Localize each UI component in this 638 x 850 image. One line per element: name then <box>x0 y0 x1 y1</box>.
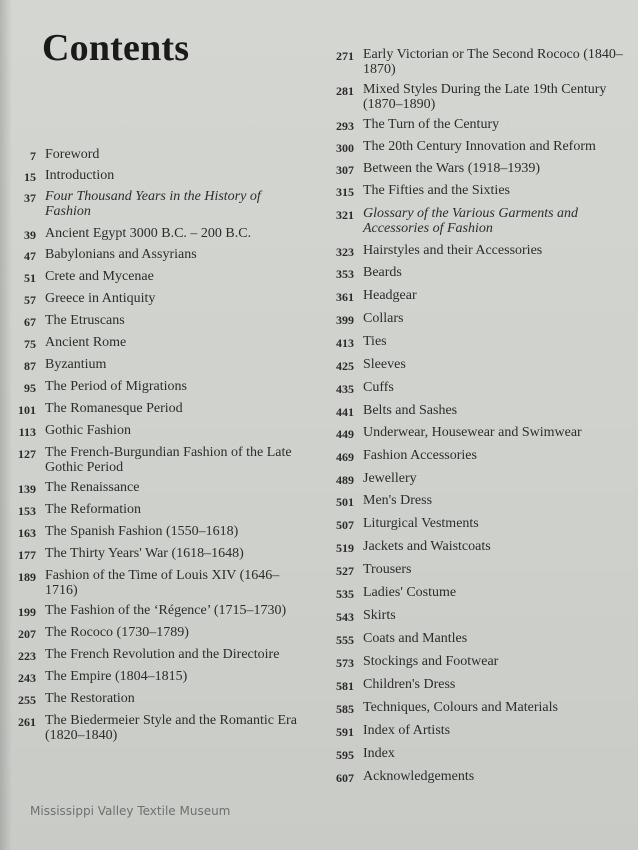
toc-entry-title: Hairstyles and their Accessories <box>363 243 543 258</box>
toc-entry-title: Byzantium <box>45 357 107 372</box>
toc-page-number: 47 <box>24 249 36 263</box>
toc-entry-title: Men's Dress <box>363 493 433 508</box>
toc-entry <box>318 380 634 397</box>
toc-entry-title: The Thirty Years' War (1618–1648) <box>45 546 244 561</box>
toc-entry-title: Foreword <box>45 147 100 162</box>
toc-entry-title: Children's Dress <box>363 677 456 692</box>
toc-entry-title: Fashion Accessories <box>363 448 477 463</box>
toc-entry-title: Skirts <box>363 608 396 623</box>
toc-entry <box>318 334 634 351</box>
toc-entry <box>0 226 300 243</box>
toc-page-number: 543 <box>336 610 354 624</box>
toc-page-number: 139 <box>18 482 36 496</box>
toc-page-number: 321 <box>336 208 354 222</box>
toc-entry-title: Coats and Mantles <box>363 631 468 646</box>
toc-entry-title: The Rococo (1730–1789) <box>45 625 189 640</box>
toc-entry-title: Introduction <box>45 168 115 183</box>
toc-page-number: 271 <box>336 49 354 63</box>
toc-entry-title: The Renaissance <box>45 480 140 495</box>
toc-page-number: 163 <box>18 526 36 540</box>
toc-entry <box>0 379 300 396</box>
toc-page-number: 535 <box>336 587 354 601</box>
toc-entry <box>318 403 634 420</box>
toc-page-number: 223 <box>18 649 36 663</box>
toc-page-number: 51 <box>24 271 36 285</box>
toc-page-number: 153 <box>18 504 36 518</box>
toc-entry-title: Crete and Mycenae <box>45 269 154 284</box>
toc-entry <box>318 631 634 648</box>
contents-column-left <box>0 147 300 743</box>
toc-entry <box>318 357 634 374</box>
toc-entry <box>0 546 300 563</box>
toc-entry <box>0 423 300 440</box>
toc-page-number: 37 <box>24 191 36 205</box>
watermark-caption: Mississippi Valley Textile Museum <box>30 804 231 818</box>
toc-entry-title: Ancient Egypt 3000 B.C. – 200 B.C. <box>45 226 252 241</box>
toc-page-number: 255 <box>18 693 36 707</box>
toc-page-number: 573 <box>336 656 354 670</box>
toc-entry <box>0 625 300 642</box>
toc-entry-title: The Fifties and the Sixties <box>363 183 510 198</box>
toc-entry-title: The Romanesque Period <box>45 401 183 416</box>
toc-page-number: 307 <box>336 163 354 177</box>
toc-page-number: 7 <box>30 149 36 163</box>
toc-page-number: 57 <box>24 293 36 307</box>
toc-entry-title: Between the Wars (1918–1939) <box>363 161 541 176</box>
toc-entry-title: Liturgical Vestments <box>363 516 479 531</box>
toc-entry <box>318 183 634 200</box>
toc-entry-title: Sleeves <box>363 357 406 372</box>
toc-entry <box>0 524 300 541</box>
toc-page-number: 591 <box>336 725 354 739</box>
toc-entry <box>0 357 300 374</box>
toc-entry-title: The Period of Migrations <box>45 379 187 394</box>
toc-entry <box>318 265 634 282</box>
toc-entry-title: Greece in Antiquity <box>45 291 156 306</box>
contents-column-right <box>318 47 634 786</box>
toc-entry-title: Ancient Rome <box>45 335 127 350</box>
toc-entry <box>318 82 634 112</box>
toc-entry <box>0 189 300 219</box>
toc-page-number: 281 <box>336 84 354 98</box>
toc-entry <box>0 713 300 743</box>
toc-page-number: 293 <box>336 119 354 133</box>
toc-page-number: 300 <box>336 141 354 155</box>
toc-page-number: 581 <box>336 679 354 693</box>
toc-page-number: 207 <box>18 627 36 641</box>
toc-entry-title: Jewellery <box>363 471 417 486</box>
toc-entry-title: Trousers <box>363 562 412 577</box>
toc-entry <box>318 206 634 236</box>
toc-entry <box>0 445 300 475</box>
toc-page-number: 585 <box>336 702 354 716</box>
toc-page-number: 315 <box>336 185 354 199</box>
toc-page-number: 87 <box>24 359 36 373</box>
toc-entry <box>318 769 634 786</box>
toc-entry-title: Index of Artists <box>363 723 451 738</box>
toc-entry <box>0 168 300 185</box>
toc-page-number: 607 <box>336 771 354 785</box>
toc-page-number: 243 <box>18 671 36 685</box>
toc-entry <box>318 608 634 625</box>
toc-entry-title: The Empire (1804–1815) <box>45 669 188 684</box>
toc-entry <box>318 539 634 556</box>
toc-entry <box>0 291 300 308</box>
toc-entry <box>318 562 634 579</box>
toc-page-number: 323 <box>336 245 354 259</box>
toc-page-number: 413 <box>336 336 354 350</box>
toc-page-number: 469 <box>336 450 354 464</box>
toc-entry-title: The French-Burgundian Fashion of the Late Gothic Period <box>45 445 292 475</box>
toc-entry-title: Techniques, Colours and Materials <box>363 700 558 715</box>
toc-page-number: 177 <box>18 548 36 562</box>
toc-entry <box>0 647 300 664</box>
toc-entry-title: Ladies' Costume <box>363 585 457 600</box>
toc-entry-title: Glossary of the Various Garments and Accessories of Fashion <box>363 206 579 236</box>
toc-entry-title: The Restoration <box>45 691 135 706</box>
toc-entry-title: The Spanish Fashion (1550–1618) <box>45 524 239 539</box>
toc-entry <box>318 723 634 740</box>
toc-page-number: 75 <box>24 337 36 351</box>
toc-entry-title: The French Revolution and the Directoire <box>45 647 280 662</box>
toc-entry-title: Headgear <box>363 288 417 303</box>
toc-entry <box>318 677 634 694</box>
toc-page-number: 39 <box>24 228 36 242</box>
toc-page-number: 15 <box>24 170 36 184</box>
toc-page-number: 507 <box>336 518 354 532</box>
toc-entry-title: Jackets and Waistcoats <box>363 539 491 554</box>
toc-entry-title: The Reformation <box>45 502 142 517</box>
toc-page-number: 595 <box>336 748 354 762</box>
toc-entry-title: Collars <box>363 311 404 326</box>
toc-entry <box>318 117 634 134</box>
toc-entry-title: Underwear, Housewear and Swimwear <box>363 425 582 440</box>
toc-page-number: 399 <box>336 313 354 327</box>
toc-page-number: 361 <box>336 290 354 304</box>
toc-entry <box>318 288 634 305</box>
toc-page-number: 67 <box>24 315 36 329</box>
toc-entry-title: Belts and Sashes <box>363 403 458 418</box>
toc-page-number: 425 <box>336 359 354 373</box>
toc-entry <box>0 603 300 620</box>
toc-entry <box>0 669 300 686</box>
toc-entry <box>0 691 300 708</box>
toc-page-number: 353 <box>336 267 354 281</box>
toc-entry-title: Early Victorian or The Second Rococo (1840–1870) <box>363 47 623 77</box>
toc-page-number: 127 <box>18 447 36 461</box>
toc-entry <box>318 654 634 671</box>
toc-entry-title: Stockings and Footwear <box>363 654 499 669</box>
toc-entry <box>0 568 300 598</box>
toc-page-number: 101 <box>18 403 36 417</box>
toc-page-number: 441 <box>336 405 354 419</box>
toc-entry <box>318 585 634 602</box>
toc-entry-title: Mixed Styles During the Late 19th Century (1870–1890) <box>363 82 607 112</box>
toc-page-number: 435 <box>336 382 354 396</box>
toc-page-number: 527 <box>336 564 354 578</box>
toc-page-number: 555 <box>336 633 354 647</box>
toc-entry <box>318 516 634 533</box>
toc-entry-title: Fashion of the Time of Louis XIV (1646–1716) <box>45 568 280 598</box>
toc-page-number: 489 <box>336 473 354 487</box>
toc-entry <box>0 480 300 497</box>
toc-entry <box>0 335 300 352</box>
toc-entry-title: The Biedermeier Style and the Romantic Era (1820–1840) <box>45 713 297 743</box>
toc-page-number: 189 <box>18 570 36 584</box>
toc-entry-title: The Etruscans <box>45 313 125 328</box>
toc-entry <box>0 401 300 418</box>
toc-entry <box>0 269 300 286</box>
toc-entry-title: Gothic Fashion <box>45 423 131 438</box>
toc-entry <box>318 700 634 717</box>
toc-entry-title: Acknowledgements <box>363 769 475 784</box>
toc-entry <box>0 502 300 519</box>
toc-entry <box>318 47 634 77</box>
toc-entry <box>0 313 300 330</box>
toc-entry <box>318 311 634 328</box>
page-title: Contents <box>42 27 190 69</box>
toc-entry <box>318 493 634 510</box>
toc-entry-title: The 20th Century Innovation and Reform <box>363 139 596 154</box>
toc-entry <box>0 147 300 164</box>
toc-page-number: 519 <box>336 541 354 555</box>
toc-entry-title: Cuffs <box>363 380 394 395</box>
toc-entry <box>318 471 634 488</box>
toc-page-number: 501 <box>336 495 354 509</box>
toc-entry <box>318 243 634 260</box>
toc-entry-title: The Fashion of the ‘Régence’ (1715–1730) <box>45 603 287 618</box>
toc-entry-title: Ties <box>363 334 387 349</box>
toc-entry <box>318 448 634 465</box>
toc-page-number: 261 <box>18 715 36 729</box>
toc-entry <box>318 425 634 442</box>
toc-page-number: 199 <box>18 605 36 619</box>
toc-page-number: 95 <box>24 381 36 395</box>
toc-entry-title: The Turn of the Century <box>363 117 500 132</box>
toc-entry-title: Index <box>363 746 395 761</box>
toc-entry-title: Four Thousand Years in the History of Fashion <box>45 189 261 219</box>
toc-page-number: 449 <box>336 427 354 441</box>
toc-entry <box>318 746 634 763</box>
toc-entry-title: Babylonians and Assyrians <box>45 247 197 262</box>
toc-entry-title: Beards <box>363 265 402 280</box>
toc-page-number: 113 <box>18 425 36 439</box>
toc-entry <box>0 247 300 264</box>
toc-entry <box>318 139 634 156</box>
toc-entry <box>318 161 634 178</box>
